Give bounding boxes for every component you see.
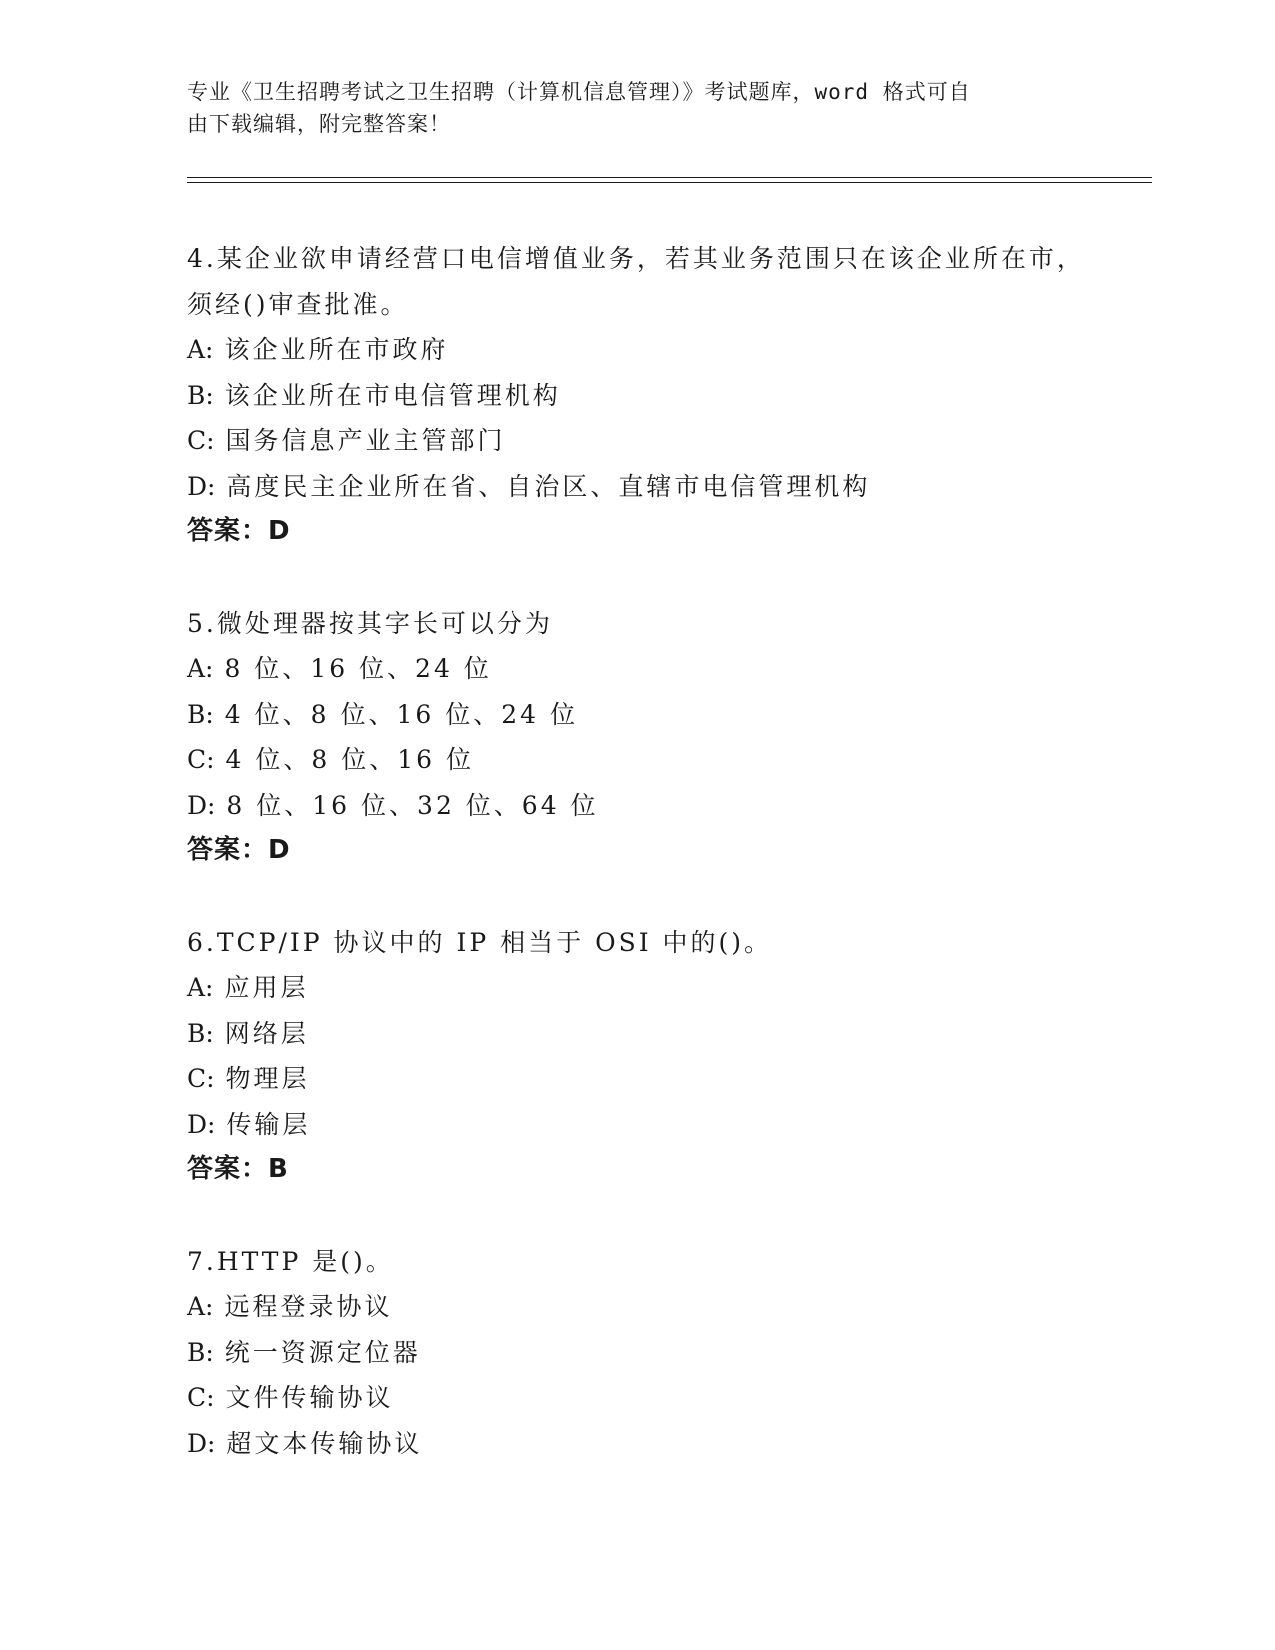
option-letter: C: <box>187 745 215 774</box>
answer-line: 答案：D <box>187 516 291 546</box>
header-rule-top <box>187 177 1152 178</box>
option-a <box>187 646 1087 692</box>
option-b <box>187 1330 1087 1376</box>
option-a <box>187 1284 1087 1330</box>
option-text: 该企业所在市政府 <box>224 335 449 364</box>
option-a <box>187 965 1087 1011</box>
question-list <box>187 236 1087 1512</box>
option-letter: C: <box>187 426 215 455</box>
option-d <box>187 783 1087 829</box>
option-letter: B: <box>187 1337 214 1367</box>
option-d <box>187 464 1087 510</box>
answer-line: 答案：B <box>187 1154 289 1184</box>
question-text: 7.HTTP 是()。 <box>187 1246 394 1276</box>
option-letter: C: <box>187 1064 215 1093</box>
option-text: 统一资源定位器 <box>224 1337 421 1367</box>
question-text: 5.微处理器按其字长可以分为 <box>187 608 553 638</box>
option-letter: D: <box>187 1109 216 1139</box>
question-7 <box>187 1239 1087 1467</box>
option-text: 超文本传输协议 <box>226 1428 423 1458</box>
header-line-1: 专业《卫生招聘考试之卫生招聘（计算机信息管理）》考试题库，word 格式可自 <box>187 80 971 104</box>
option-letter: D: <box>187 790 216 820</box>
document-header <box>187 76 1067 140</box>
option-letter: A: <box>187 973 214 1002</box>
option-d <box>187 1102 1087 1148</box>
option-text: 4 位、8 位、16 位、24 位 <box>224 699 578 729</box>
option-letter: B: <box>187 699 214 729</box>
option-text: 远程登录协议 <box>224 1292 393 1321</box>
option-letter: D: <box>187 471 216 501</box>
option-text: 8 位、16 位、32 位、64 位 <box>226 790 599 820</box>
option-letter: A: <box>187 335 214 364</box>
answer-line: 答案：D <box>187 835 291 865</box>
option-text: 高度民主企业所在省、自治区、直辖市电信管理机构 <box>226 471 871 501</box>
option-text: 传输层 <box>226 1109 311 1139</box>
option-text: 应用层 <box>224 973 309 1002</box>
question-4 <box>187 236 1087 555</box>
option-text: 文件传输协议 <box>225 1383 394 1412</box>
option-c <box>187 737 1087 783</box>
header-rule-bottom <box>187 182 1152 183</box>
option-letter: B: <box>187 380 214 410</box>
question-text: 4.某企业欲申请经营口电信增值业务，若其业务范围只在该企业所在市，须经()审查批准。 <box>187 244 1085 319</box>
option-d <box>187 1421 1087 1467</box>
question-5 <box>187 601 1087 874</box>
option-c <box>187 418 1087 464</box>
option-c <box>187 1375 1087 1421</box>
option-text: 国务信息产业主管部门 <box>225 426 506 455</box>
option-text: 4 位、8 位、16 位 <box>225 745 474 774</box>
option-letter: A: <box>187 1292 214 1321</box>
option-letter: C: <box>187 1383 215 1412</box>
option-letter: D: <box>187 1428 216 1458</box>
option-letter: B: <box>187 1018 214 1048</box>
question-6 <box>187 920 1087 1193</box>
header-line-2: 由下载编辑，附完整答案！ <box>187 112 451 136</box>
option-b <box>187 692 1087 738</box>
question-text: 6.TCP/IP 协议中的 IP 相当于 OSI 中的()。 <box>187 927 773 957</box>
option-b <box>187 373 1087 419</box>
option-text: 物理层 <box>225 1064 310 1093</box>
option-letter: A: <box>187 654 214 683</box>
option-c <box>187 1056 1087 1102</box>
option-text: 8 位、16 位、24 位 <box>224 654 492 683</box>
option-text: 该企业所在市电信管理机构 <box>224 380 561 410</box>
option-a <box>187 327 1087 373</box>
option-b <box>187 1011 1087 1057</box>
option-text: 网络层 <box>224 1018 309 1048</box>
